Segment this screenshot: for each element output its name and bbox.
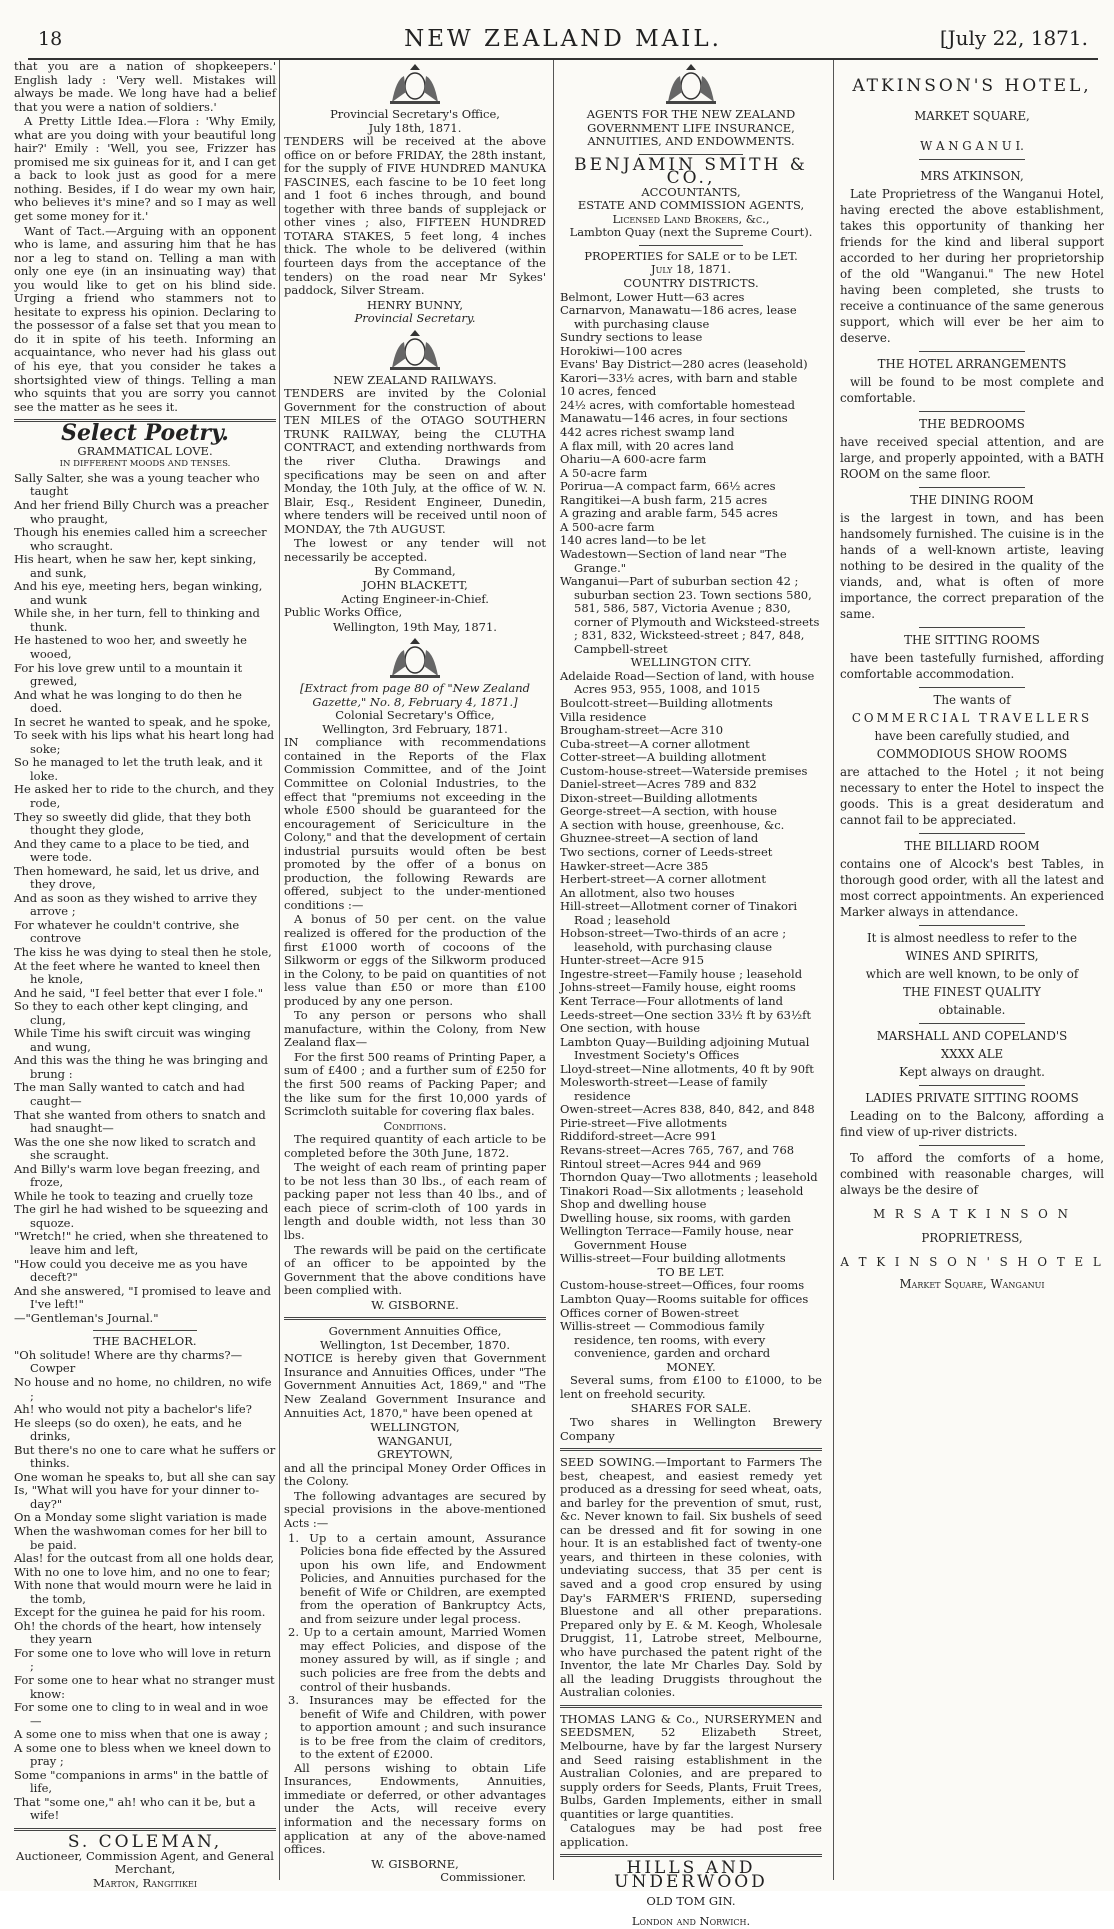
property-item: Dwelling house, six rooms, with garden: [560, 1210, 791, 1225]
poem-line: No house and no home, no children, no wife ;: [14, 1374, 272, 1403]
poem-subtitle: IN DIFFERENT MOODS AND TENSES.: [59, 459, 231, 470]
divider: [560, 1448, 822, 1451]
royal-crest-icon: [384, 328, 446, 372]
royal-crest-icon: [384, 636, 446, 680]
section-heading: TO BE LET.: [657, 1264, 725, 1279]
property-item: Thorndon Quay—Two allotments ; leasehold: [560, 1170, 818, 1185]
royal-crest-icon: [660, 62, 722, 106]
poem-line: He asked her to ride to the church, and they rode,: [14, 782, 274, 810]
tender-notice: TENDERS will be received at the above office on or before FRIDAY, the 28th instant, for the supply of FIVE HUNDRED MANUKA FASCINES, each fascine to be 10 feet long and 1 foot 6 inches through, and bound together with three bands of supplejack or other vines ; also, FIFTEEN HUNDRED TOTARA STAKES, 5 feet long, 4 inches thick. The whole to be delivered (within fourteen days from the acceptance of the tenders) on the road near Mr Sykes' paddock, Silver Stream.: [284, 134, 546, 298]
divider: [919, 1145, 1025, 1146]
property-item: Riddiford-street—Acre 991: [560, 1129, 718, 1144]
property-item: Rangitikei—A bush farm, 215 acres: [560, 492, 768, 507]
property-item: 10 acres, fenced: [560, 384, 657, 399]
divider: [919, 925, 1025, 926]
property-item: Cotter-street—A building allotment: [560, 750, 766, 765]
poem-the-bachelor: [14, 1349, 276, 1823]
poem-line: He sleeps (so do oxen), he eats, and he drinks,: [14, 1415, 242, 1444]
firm-line: ACCOUNTANTS,: [641, 184, 741, 199]
column-4: [840, 60, 1104, 1882]
property-item: One section, with house: [560, 1021, 701, 1036]
poem-line: And his eye, meeting hers, began winking, and wunk: [14, 579, 263, 607]
conditions-heading: Conditions.: [383, 1118, 447, 1133]
property-item: Daniel-street—Acres 789 and 832: [560, 777, 757, 792]
column-1: [14, 59, 276, 1890]
section-heading: MONEY.: [666, 1359, 716, 1374]
proprietress-line: M R S A T K I N S O N: [873, 1207, 1071, 1221]
property-item: Willis-street — Commodious family residence, ten rooms, with every convenience, garden and orchard: [560, 1319, 771, 1361]
property-item: Karori—33½ acres, with barn and stable: [560, 370, 798, 385]
property-item: Lambton Quay—Rooms suitable for offices: [560, 1292, 809, 1307]
advantage-item: 1. Up to a certain amount, Assurance Policies bona fide effected by the Assured upon his own life, and Endowment Policies, and Annuities purchased for the benefit of Wife or Children, are exempted from the operation of Bankruptcy Acts, and from seizure under legal process.: [288, 1530, 546, 1626]
hotel-name: ATKINSON'S HOTEL,: [852, 76, 1092, 96]
property-item: Willis-street—Four building allotments: [560, 1251, 786, 1266]
poem-line: And she answered, "I promised to leave and I've left!": [14, 1283, 271, 1312]
divider: [919, 627, 1025, 628]
city-properties-list: [560, 670, 822, 1266]
article-want-of-tact: Want of Tact.—Arguing with an opponent who is lame, and assuring him that he has nor a leg to stand on. Telling a man with only one eye (in an insinuating way) that you would like to get on his blind side. Urging a friend who stammers not to hesitate to express his opinion. Declaring to the possessor of a false set that you mean to do it in spite of his teeth. Informing an acquaintance, who never had his glass out of his eye, that you consider he takes a shortsighted view of things. Telling a man who squints that you are sorry you cannot see the matter as he sees it.: [14, 223, 276, 414]
section-text: contains one of Alcock's best Tables, in thorough good order, with all the latest and most correct appointments. An experienced Marker always in attendance.: [840, 857, 1104, 919]
property-item: Carnarvon, Manawatu—186 acres, lease with purchasing clause: [560, 303, 797, 331]
poem-line: One woman he speaks to, but all she can say: [14, 1469, 276, 1484]
signature: JOHN BLACKETT,: [362, 577, 468, 592]
property-item: An allotment, also two houses: [560, 885, 735, 900]
text-line: which are well known, to be only of: [865, 967, 1079, 981]
poem-line: Alas! for the outcast from all one holds dear,: [14, 1551, 275, 1566]
text-line: It is almost needless to refer to the: [867, 931, 1077, 945]
show-rooms-line: COMMODIOUS SHOW ROOMS: [876, 747, 1068, 761]
gazette-extract: [Extract from page 80 of "New Zealand Gazette," No. 8, February 4, 1871.]: [299, 681, 531, 709]
masthead: NEW ZEALAND MAIL.: [404, 26, 722, 52]
thomas-lang-ad: THOMAS LANG & Co., NURSERYMEN and SEEDSMEN, 52 Elizabeth Street, Melbourne, have by far the largest Nursery and Seed raising establishment in the Australian Colonies, and are prepared to supply orders for Seeds, Plants, Fruit Trees, Bulbs, Garden Implements, either in small quantities or large quantities.: [560, 1711, 822, 1821]
poem-line: A some one to bless when we kneel down to pray ;: [14, 1740, 271, 1769]
divider: [93, 1330, 198, 1331]
poem-line: They so sweetly did glide, that they both thought they glode,: [14, 809, 252, 838]
poem-line: So he managed to let the truth leak, and it loke.: [14, 755, 263, 783]
property-item: Belmont, Lower Hutt—63 acres: [560, 289, 745, 304]
section-text: To afford the comforts of a home, combined with reasonable charges, will always be the desire of: [840, 1151, 1104, 1197]
column-divider: [279, 60, 280, 1880]
date-line: July 18th, 1871.: [368, 120, 462, 135]
divider: [560, 1705, 822, 1708]
property-item: 140 acres land—to be let: [560, 533, 706, 548]
poem-line: Ah! who would not pity a bachelor's life?: [14, 1402, 252, 1417]
divider: [919, 833, 1025, 834]
section-heading: WELLINGTON CITY.: [630, 655, 752, 670]
hills-heading: HILLS AND UNDERWOOD: [614, 1858, 768, 1892]
poem-line: —"Gentleman's Journal.": [14, 1310, 159, 1325]
office-place: GREYTOWN,: [377, 1447, 453, 1462]
poem-line: So they to each other kept clinging, and clung,: [14, 999, 249, 1027]
poem-line: And her friend Billy Church was a preacher who praught,: [14, 497, 269, 526]
poem-line: That she wanted from others to snatch and had snaught—: [14, 1107, 266, 1136]
select-poetry-heading: Select Poetry.: [61, 420, 229, 447]
section-text: have been tastefully furnished, affording comfortable accommodation.: [840, 651, 1104, 681]
page-header: [28, 14, 1098, 60]
firm-line: ESTATE AND COMMISSION AGENTS,: [577, 198, 805, 213]
ale-line: XXXX ALE: [940, 1047, 1004, 1061]
annuities-paragraph: The following advantages are secured by special provisions in the above-mentioned Acts :—: [284, 1488, 546, 1530]
poem-line: And what he was longing to do then he doed.: [14, 687, 242, 716]
property-item: Custom-house-street—Offices, four rooms: [560, 1278, 805, 1293]
property-item: Adelaide Road—Section of land, with house Acres 953, 955, 1008, and 1015: [560, 668, 815, 697]
poem-line: His heart, when he saw her, kept sinking, and sunk,: [14, 552, 257, 580]
office-place: WANGANUI,: [377, 1433, 453, 1448]
property-item: Hobson-street—Two-thirds of an acre ; leasehold, with purchasing clause: [560, 926, 787, 954]
railway-note: The lowest or any tender will not necessarily be accepted.: [284, 536, 546, 564]
signature-title: Acting Engineer-in-Chief.: [341, 591, 489, 606]
poem-title: GRAMMATICAL LOVE.: [77, 443, 213, 458]
poem-line: Was the one she now liked to scratch and she scraught.: [14, 1134, 256, 1163]
property-item: A 500-acre farm: [560, 519, 655, 534]
poem-title: THE BACHELOR.: [93, 1334, 197, 1349]
property-item: Hawker-street—Acre 385: [560, 858, 709, 873]
section-heading: LADIES PRIVATE SITTING ROOMS: [865, 1091, 1079, 1105]
article-little-idea: A Pretty Little Idea.—Flora : 'Why Emily, what are you doing with your beautiful long hair?' Emily : 'Well, you see, Frizzer has promised me six guineas for it, and I can get a back to look just as good for a mere nothing. Besides, if I do wear my own hair, who believes it's mine? and so I may as well get some money for it.': [14, 114, 276, 224]
shares-text: Two shares in Wellington Brewery Company: [560, 1414, 822, 1443]
poem-line: Some "companions in arms" in the battle of life,: [14, 1767, 268, 1796]
poem-line: When the washwoman comes for her bill to be paid.: [14, 1523, 268, 1552]
poem-line: "Wretch!" he cried, when she threatened to leave him and left,: [14, 1229, 269, 1258]
seed-sowing-ad: SEED SOWING.—Important to Farmers The best, cheapest, and easiest remedy yet produced as a dressing for seed wheat, oats, and barley for the prevention of smut, rust, &c. Never known to fail. Six bushels of seed can be dressed and fit for sowing in one hour. It is an established fact of twenty-one years, and thirteen in these colonies, with undeviating success, that 35 per cent is saved and a good crop ensured by using Day's FARMER'S FRIEND, superseding Bluestone and all other preparations. Prepared only by E. & M. Keogh, Wholesale Druggist, 11, Latrobe street, Melbourne, who have purchased the patent right of the Inventor, the late Mr Charles Day. Sold by all the leading Druggists throughout the Australian colonies.: [560, 1455, 822, 1700]
property-item: Wellington Terrace—Family house, near Government House: [560, 1224, 794, 1252]
signature-title: Commissioner.: [440, 1870, 526, 1885]
properties-date: July 18, 1871.: [651, 262, 731, 277]
poem-line: Except for the guinea he paid for his room.: [14, 1605, 266, 1620]
property-item: Wanganui—Part of suburban section 42 ; suburban section 23. Town sections 580, 581, 586, 587, Victoria Avenue ; 830, corner of Plymouth and Wicksteed-streets ; 831, 832, Wicksteed-street ; 847, 848, Campbell-street: [560, 574, 820, 656]
firm-line: Licensed Land Brokers, &c.,: [612, 211, 770, 226]
divider: [919, 411, 1025, 412]
property-item: Hill-street—Allotment corner of Tinakori Road ; leasehold: [560, 899, 798, 927]
conditions-paragraph: The rewards will be paid on the certificate of an officer to be appointed by the Government that the above conditions have been complied with.: [284, 1242, 546, 1298]
office-line: Colonial Secretary's Office,: [335, 708, 495, 723]
advantages-list: [284, 1532, 546, 1762]
property-item: Lambton Quay—Building adjoining Mutual Investment Society's Offices: [560, 1034, 810, 1063]
advantage-item: 2. Up to a certain amount, Married Women may effect Policies, and dispose of the money assured by will, as if single ; and such policies are free from the debts and control of their husbands.: [288, 1625, 546, 1694]
section-text: Leading on to the Balcony, affording a find view of up-river districts.: [840, 1109, 1104, 1139]
country-properties-list: [560, 291, 822, 657]
poem-line: The man Sally wanted to catch and had caught—: [14, 1080, 245, 1109]
proprietress-name: MRS ATKINSON,: [920, 169, 1024, 183]
poem-line: He hastened to woo her, and sweetly he wooed,: [14, 633, 247, 661]
property-item: Owen-street—Acres 838, 840, 842, and 848: [560, 1102, 815, 1117]
property-item: Rintoul street—Acres 944 and 969: [560, 1156, 762, 1171]
section-heading: THE BILLIARD ROOM: [904, 839, 1040, 853]
property-item: 442 acres richest swamp land: [560, 425, 735, 440]
poem-line: Sally Salter, she was a young teacher who taught: [14, 470, 260, 499]
poem-line: For whatever he couldn't contrive, she controve: [14, 917, 240, 946]
column-divider: [553, 60, 554, 1880]
property-item: A flax mill, with 20 acres land: [560, 438, 734, 453]
conditions-paragraph: The weight of each ream of printing paper to be not less than 30 lbs., of each ream of packing paper not less than 40 lbs., and of each piece of scrim-cloth of 100 yards in length and double width, not less than 30 lbs.: [284, 1160, 546, 1243]
signature: W. GISBORNE,: [371, 1856, 459, 1871]
property-item: Ghuznee-street—A section of land: [560, 831, 759, 846]
railway-notice: TENDERS are invited by the Colonial Government for the construction of about TEN MILES of the OTAGO SOUTHERN TRUNK RAILWAY, being the CLUTHA CONTRACT, and extending northwards from the river Clutha. Drawings and specifications may be seen on and after Monday, the 10th July, at the office of W. N. Blair, Esq., Resident Engineer, Dunedin, where tenders will be received until noon of MONDAY, the 7th AUGUST.: [284, 386, 546, 536]
poem-line: Oh! the chords of the heart, how intensely they yearn: [14, 1618, 262, 1647]
property-item: Pirie-street—Five allotments: [560, 1115, 728, 1130]
property-item: Villa residence: [560, 709, 647, 724]
poem-line: That "some one," ah! who can it be, but a wife!: [14, 1794, 256, 1823]
property-item: Molesworth-street—Lease of family residence: [560, 1075, 768, 1103]
poem-line: And as soon as they wished to arrive they arrove ;: [14, 890, 258, 919]
poem-line: "Oh solitude! Where are thy charms?—Cowper: [14, 1347, 243, 1376]
advantage-item: 3. Insurances may be effected for the benefit of Wife and Children, with power to apportion amount ; and such insurance is to be free from the claim of creditors, to the extent of £2000.: [288, 1693, 546, 1762]
coleman-place: Marton, Rangitikei: [92, 1875, 198, 1890]
studied-line: have been carefully studied, and: [874, 729, 1070, 743]
property-item: Sundry sections to lease: [560, 330, 703, 345]
travellers-line: COMMERCIAL TRAVELLERS: [851, 711, 1093, 725]
signature: HENRY BUNNY,: [366, 297, 464, 312]
divider: [919, 159, 1025, 160]
divider: [919, 687, 1025, 688]
poem-line: But there's no one to care what he suffers or thinks.: [14, 1442, 276, 1471]
date-line: Wellington, 1st December, 1870.: [319, 1337, 511, 1352]
poem-line: For some one to cling to in weal and in woe—: [14, 1700, 269, 1728]
page-number: 18: [38, 28, 63, 50]
section-heading: SHARES FOR SALE.: [630, 1401, 752, 1416]
section-text: are attached to the Hotel ; it not being necessary to enter the Hotel to inspect the goods. This is a great desideratum and cannot fail to be appreciated.: [840, 765, 1104, 827]
hotel-square: MARKET SQUARE,: [914, 109, 1030, 123]
property-item: Custom-house-street—Waterside premises: [560, 763, 808, 778]
poem-line: Then homeward, he said, let us drive, and they drove,: [14, 863, 260, 892]
royal-crest-icon: [384, 62, 446, 106]
poem-line: While she, in her turn, fell to thinking and thunk.: [14, 606, 260, 634]
article-text: that you are a nation of shopkeepers.' English lady : 'Very well. Mistakes will always be made. We long have had a belief that you were a nation of soldiers.': [14, 59, 276, 114]
property-item: Johns-street—Family house, eight rooms: [560, 980, 796, 995]
property-item: Shop and dwelling house: [560, 1197, 707, 1212]
rewards-notice: IN compliance with recommendations contained in the Reports of the Flax Commission Committee, and of the Joint Committee on Colonial Industries, to the effect that "premiums not exceeding in the whole £500 should be guaranteed for the encouragement of Sericiculture in the Colony," and that the development of certain industrial pursuits would often be best promoted by the offer of a bonus on production, the following Rewards are offered, subject to the under-mentioned conditions :—: [284, 735, 546, 912]
property-item: Tinakori Road—Six allotments ; leasehold: [560, 1183, 804, 1198]
hills-place: London and Norwich.: [631, 1914, 751, 1928]
property-item: George-street—A section, with house: [560, 804, 777, 819]
marshall-line: MARSHALL AND COPELAND'S: [876, 1029, 1068, 1043]
text-line: obtainable.: [938, 1003, 1006, 1017]
hills-subheading: OLD TOM GIN.: [646, 1894, 736, 1909]
divider: [284, 1317, 546, 1320]
firm-name: BENJAMIN SMITH & CO.,: [574, 154, 808, 189]
poem-line: Though his enemies called him a screecher who scraught.: [14, 525, 267, 553]
properties-heading: PROPERTIES for SALE or to be LET.: [584, 248, 798, 263]
poem-line: And this was the thing he was bringing and brung :: [14, 1053, 269, 1081]
hotel-town: W A N G A N U I.: [920, 139, 1024, 153]
office-line: Government Annuities Office,: [328, 1324, 502, 1339]
text-line: Kept always on draught.: [899, 1065, 1045, 1079]
signature-title: Provincial Secretary.: [354, 311, 476, 326]
property-item: Boulcott-street—Building allotments: [560, 695, 773, 710]
rewards-paragraph: A bonus of 50 per cent. on the value realized is offered for the production of the first £1000 worth of cocoons of the Silkworm or eggs of the Silkworm produced in the Colony, to be paid on quantities of not less value than £50 or more than £100 produced by any one person.: [284, 912, 546, 1008]
firm-line: Lambton Quay (next the Supreme Court).: [569, 225, 813, 240]
poem-line: To seek with his lips what his heart long had soke;: [14, 728, 275, 756]
divider: [919, 1085, 1025, 1086]
poem-line: On a Monday some slight variation is made: [14, 1510, 267, 1525]
property-item: Manawatu—146 acres, in four sections: [560, 411, 788, 426]
property-item: Two sections, corner of Leeds-street: [560, 844, 773, 859]
annuities-notice: NOTICE is hereby given that Government Insurance and Annuities Offices, under "The Government Annuities Act, 1869," and "The New Zealand Government Insurance and Annuities Act, 1870," have been opened at: [284, 1351, 546, 1420]
poem-line: And they came to a place to be tied, and were tode.: [14, 836, 250, 865]
column-2: [284, 60, 546, 1885]
poem-line: The kiss he was dying to steal then he stole,: [14, 945, 272, 959]
property-item: A grazing and arable farm, 545 acres: [560, 506, 778, 521]
office-line: Public Works Office,: [284, 605, 403, 620]
office-line: Provincial Secretary's Office,: [330, 107, 500, 121]
command-line: By Command,: [374, 564, 456, 579]
poem-line: And Billy's warm love began freezing, and froze,: [14, 1161, 260, 1190]
property-item: Lloyd-street—Nine allotments, 40 ft by 90ft: [560, 1061, 814, 1076]
poem-line: While Time his swift circuit was winging and wung,: [14, 1026, 251, 1054]
poem-line: The girl he had wished to be squeezing and squoze.: [14, 1202, 269, 1230]
poem-line: In secret he wanted to speak, and he spoke,: [14, 714, 271, 729]
section-heading: COUNTRY DISTRICTS.: [623, 276, 759, 291]
issue-date: [July 22, 1871.: [939, 26, 1088, 50]
property-item: Dixon-street—Building allotments: [560, 790, 758, 805]
divider: [560, 1854, 822, 1857]
annuities-paragraph: All persons wishing to obtain Life Insurances, Endowments, Annuities, immediate or deferred, or other advantages under the Acts, will receive every information and the necessary forms on application at any of the above-named offices.: [284, 1760, 546, 1857]
property-item: Revans-street—Acres 765, 767, and 768: [560, 1143, 795, 1158]
property-item: Brougham-street—Acre 310: [560, 723, 724, 738]
catalogue-note: Catalogues may be had post free application.: [560, 1821, 822, 1849]
poem-line: And he said, "I feel better that ever I fole.": [14, 985, 263, 1000]
signature: W. GISBORNE.: [371, 1297, 459, 1312]
finest-line: THE FINEST QUALITY: [903, 985, 1041, 999]
column-3: [560, 60, 822, 1928]
annuities-paragraph: and all the principal Money Order Offices in the Colony.: [284, 1460, 546, 1489]
poem-line: At the feet where he wanted to kneel then he knole,: [14, 958, 261, 987]
proprietress-title: PROPRIETRESS,: [921, 1231, 1023, 1245]
section-heading: THE DINING ROOM: [910, 493, 1034, 507]
office-place: WELLINGTON,: [370, 1420, 460, 1435]
poem-line: For his love grew until to a mountain it grewed,: [14, 660, 243, 689]
property-item: Porirua—A compact farm, 66½ acres: [560, 479, 776, 494]
property-item: Ohariu—A 600-acre farm: [560, 452, 707, 467]
poem-line: While he took to teazing and cruelly toze: [14, 1188, 253, 1203]
coleman-name: S. COLEMAN,: [67, 1832, 223, 1852]
divider: [14, 1828, 276, 1831]
section-text: is the largest in town, and has been handsomely furnished. The cuisine is in the hands of a well-known artiste, leaving nothing to be desired in the quality of the viands, and, what is often of more importance, the correct preparation of the same.: [840, 511, 1104, 621]
date-line: Wellington, 3rd February, 1871.: [322, 721, 508, 736]
poem-line: "How could you deceive me as you have deceft?": [14, 1256, 248, 1285]
property-item: Kent Terrace—Four allotments of land: [560, 994, 783, 1008]
agents-heading: AGENTS FOR THE NEW ZEALAND GOVERNMENT LIFE INSURANCE, ANNUITIES, AND ENDOWMENTS.: [586, 107, 796, 149]
wants-line: The wants of: [933, 693, 1011, 707]
property-item: Wadestown—Section of land near "The Grange.": [560, 546, 787, 575]
property-item: A section with house, greenhouse, &c.: [560, 817, 785, 832]
property-item: Hunter-street—Acre 915: [560, 953, 705, 968]
section-heading: THE BEDROOMS: [919, 417, 1025, 431]
wines-line: WINES AND SPIRITS,: [905, 949, 1039, 963]
divider: [919, 487, 1025, 488]
property-item: Cuba-street—A corner allotment: [560, 736, 750, 751]
property-item: Leeds-street—One section 33½ ft by 63½ft: [560, 1007, 812, 1022]
divider: [919, 1023, 1025, 1024]
property-item: A 50-acre farm: [560, 465, 648, 480]
conditions-paragraph: The required quantity of each article to be completed before the 30th June, 1872.: [284, 1132, 546, 1160]
section-heading: THE HOTEL ARRANGEMENTS: [877, 357, 1067, 371]
poem-line: Is, "What will you have for your dinner to-day?": [14, 1483, 260, 1511]
poem-grammatical-love: [14, 472, 276, 1325]
section-text: have received special attention, and are large, and properly appointed, with a BATH ROOM on the same floor.: [840, 435, 1104, 481]
date-line: Wellington, 19th May, 1871.: [333, 619, 497, 634]
hotel-intro: Late Proprietress of the Wanganui Hotel, having erected the above establishment, takes this opportunity of thanking her friends for the kind and liberal support accorded to her during her proprietorship of the old "Wanganui." The new Hotel having been completed, she trusts to receive a continuance of the same generous support, which will ever be her aim to deserve.: [840, 187, 1104, 345]
property-item: Herbert-street—A corner allotment: [560, 872, 766, 887]
hotel-place-footer: Market Square, Wanganui: [899, 1277, 1045, 1291]
poem-line: With no one to love him, and no one to fear;: [14, 1564, 271, 1579]
section-heading: THE SITTING ROOMS: [904, 633, 1040, 647]
hotel-name-footer: A T K I N S O N ' S H O T E L: [840, 1255, 1104, 1269]
poem-line: With none that would mourn were he laid in the tomb,: [14, 1578, 272, 1606]
column-divider: [833, 60, 834, 1880]
divider: [919, 351, 1025, 352]
section-text: will be found to be most complete and comfortable.: [840, 375, 1104, 405]
property-item: 24½ acres, with comfortable homestead: [560, 397, 795, 412]
poem-line: A some one to miss when that one is away ;: [14, 1727, 269, 1742]
money-text: Several sums, from £100 to £1000, to be lent on freehold security.: [560, 1373, 822, 1401]
to-let-list: [560, 1279, 822, 1360]
poem-line: For some one to love who will love in return ;: [14, 1645, 272, 1674]
divider: [639, 245, 744, 246]
poem-line: For some one to hear what no stranger must know:: [14, 1672, 275, 1701]
office-places: [284, 1421, 546, 1462]
notice-title: NEW ZEALAND RAILWAYS.: [333, 372, 497, 387]
property-item: Ingestre-street—Family house ; leasehold: [560, 966, 803, 981]
coleman-line: Auctioneer, Commission Agent, and General Merchant,: [16, 1848, 274, 1877]
property-item: Horokiwi—100 acres: [560, 343, 683, 358]
rewards-paragraph: For the first 500 reams of Printing Paper, a sum of £400 ; and a further sum of £250 for the first 500 reams of Packing Paper; and the like sum for the first 10,000 yards of Scrimcloth suitable for covering flax bales.: [284, 1049, 546, 1119]
property-item: Offices corner of Bowen-street: [560, 1305, 739, 1320]
rewards-paragraph: To any person or persons who shall manufacture, within the Colony, from New Zealand flax—: [284, 1008, 546, 1050]
property-item: Evans' Bay District—280 acres (leasehold): [560, 357, 808, 372]
